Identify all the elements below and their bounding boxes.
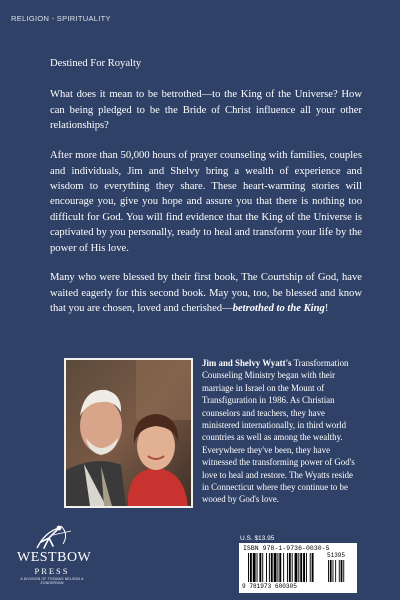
blurb-title: Destined For Royalty — [50, 58, 142, 69]
publisher-press: PRESS — [34, 566, 70, 576]
isbn-text: ISBN 978-1-9736-0030-5 — [243, 545, 330, 552]
barcode-bar — [292, 553, 293, 582]
author-bio-text — [202, 357, 360, 506]
barcode-bar — [269, 553, 270, 582]
blurb-paragraph-2: After more than 50,000 hours of prayer counseling with families, couples and individuals, Jim and Shelvy bring a wealth of experience and wisdom to everything they share. These heart-warming stories will encourage you, give you hope and assure you that there is nothing too difficult for God. You will find evidence that the King of the Universe is captivated by you personally, ready to heal and transform your life by the power of His love. — [50, 150, 362, 254]
barcode-bar — [274, 553, 277, 582]
barcode-bar — [271, 553, 273, 582]
publisher-division: A DIVISION OF THOMAS NELSON & ZONDERVAN — [20, 577, 84, 585]
barcode-bar — [253, 553, 256, 582]
barcode-bar — [287, 553, 288, 582]
price-label: U.S. $13.95 — [240, 535, 275, 542]
addon-bar — [328, 560, 329, 582]
author-bio-body: Transformation Counseling Ministry began with their marriage in Israel on the Mount of Transfiguration in 1986. As Christian counselors and teachers, they have ministered internationally, in third world countries as well as among the wealthy. Everywhere they've been, they have witnessed the transforming power of God's love to heal and restore. The Wyatts reside in Connecticut where they continue to be wooed by God's love. — [202, 358, 355, 505]
addon-bar — [339, 560, 340, 582]
barcode-bar — [259, 553, 261, 582]
blurb-emphasis: betrothed to the King — [232, 303, 325, 315]
addon-bar — [330, 560, 332, 582]
barcode-bar — [295, 553, 298, 582]
barcode-panel — [239, 543, 357, 593]
barcode-bar — [262, 553, 263, 582]
barcode-bar — [248, 553, 249, 582]
barcode-bar — [289, 553, 291, 582]
barcode-bar — [277, 553, 278, 582]
category-label: RELIGION - SPIRITUALITY — [11, 14, 111, 23]
barcode-bar — [300, 553, 302, 582]
blurb-p3-text: Many who were blessed by their first book, The Courtship of God, have waited eagerly for this second book. May you, too, be blessed and know that you are chosen, loved and cherished— — [50, 272, 362, 315]
author-photo — [64, 358, 193, 508]
barcode-bar — [312, 553, 314, 582]
barcode-bar — [257, 553, 258, 582]
barcode-bar — [310, 553, 311, 582]
addon-bar — [333, 560, 334, 582]
ean-number: 9 781973 600305 — [242, 583, 297, 590]
barcode-bar — [306, 553, 307, 582]
blurb-paragraph-1: What does it mean to be betrothed—to the King of the Universe? How can being pledged to be the Bride of Christ influence all your other relationships? — [50, 89, 362, 132]
addon-bar — [343, 560, 344, 582]
barcode-bar — [279, 553, 281, 582]
barcode-bar — [250, 553, 252, 582]
addon-number: 51395 — [327, 552, 346, 559]
back-cover-blurb — [50, 56, 362, 331]
blurb-p3-end: ! — [324, 303, 329, 315]
blurb-paragraph-3 — [50, 270, 362, 316]
addon-bar — [335, 560, 336, 582]
publisher-name: WESTBOW — [17, 550, 92, 565]
author-bio-box — [60, 347, 358, 523]
archer-icon — [11, 522, 91, 552]
barcode-bar — [266, 553, 267, 582]
addon-bar — [341, 560, 343, 582]
publisher-logo — [11, 522, 91, 592]
barcode-bar — [303, 553, 305, 582]
barcode-bar — [298, 553, 299, 582]
author-names: Jim and Shelvy Wyatt's — [202, 358, 292, 368]
barcode-bar — [283, 553, 284, 582]
